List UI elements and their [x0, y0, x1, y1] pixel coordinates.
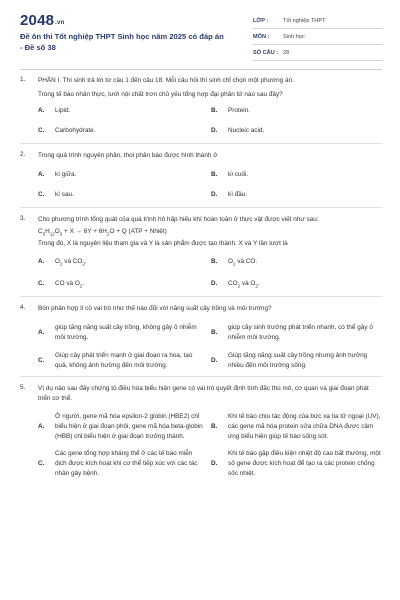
meta-key: MÔN : — [253, 33, 270, 40]
question-text: Cho phương trình tổng quát của quá trình hô hấp hiếu khí hoàn toàn ở thực vật được viết như sau: — [38, 216, 319, 223]
question-list — [0, 76, 400, 479]
meta-value: Tốt nghiệp THPT — [283, 17, 326, 24]
meta-key: LỚP : — [253, 17, 269, 24]
option-d[interactable]: D. kì đầu. — [211, 191, 248, 198]
question-5 — [0, 384, 400, 479]
meta-value: Sinh học — [283, 33, 305, 40]
option-c[interactable]: C. Giúp cây phát triển mạnh ở giai đoạn ra hoa, tạo quả, không ảnh hưởng đến môi trường. — [38, 351, 193, 369]
option-grid — [38, 412, 382, 479]
question-divider — [20, 296, 382, 297]
option-d[interactable]: D. $CO_2$ và $O_2$. — [211, 279, 260, 288]
question-stem: Trong tế bào nhân thực, lưới nội chất trơn chủ yếu tổng hợp đại phân tử nào sau đây? — [38, 91, 283, 98]
option-a[interactable]: A. kì giữa. — [38, 171, 77, 178]
option-d[interactable]: D. Nucleic acid. — [211, 127, 265, 134]
meta-key: SỐ CÂU : — [253, 49, 279, 56]
option-b[interactable]: B. kì cuối. — [211, 171, 249, 178]
option-grid — [38, 170, 382, 202]
option-d[interactable]: D. Khi tế bào gặp điều kiện nhiệt độ cao bất thường, một số gene được kích hoạt để tạo ra các protein chống sốc nhiệt. — [211, 449, 381, 477]
header-divider — [20, 69, 382, 70]
page-header — [0, 0, 400, 65]
question-number: 1. — [20, 76, 26, 83]
meta-row-grade — [253, 13, 383, 29]
question-1 — [0, 76, 400, 138]
question-text: Bón phân hợp lí có vai trò như thế nào đối với năng suất cây trồng và môi trường? — [38, 304, 272, 312]
option-c[interactable]: C. CO và $O_2$. — [38, 279, 85, 288]
meta-row-subject — [253, 29, 383, 45]
meta-value: 28 — [283, 49, 290, 56]
option-b[interactable]: B. giúp cây sinh trưởng phát triển nhanh, có thể gây ô nhiễm môi trường. — [211, 323, 373, 341]
question-stem: Trong đó, X là nguyên liệu tham gia và Y là sản phẩm được tạo thành. X và Y lần lượt là — [38, 240, 288, 248]
question-number: 3. — [20, 215, 26, 222]
option-b[interactable]: B. Khi tế bào chịu tác động của bức xạ tia tử ngoại (UV), các gene mã hóa protein sửa chữa DNA được cảm ứng biểu hiện giúp tế bào sống sót. — [211, 412, 381, 440]
option-a[interactable]: A. $O_2$ và $CO_2$. — [38, 258, 87, 267]
option-grid — [38, 323, 382, 371]
exam-meta-table — [253, 13, 383, 61]
option-b[interactable]: B. Protein. — [211, 107, 251, 114]
option-grid — [38, 106, 382, 138]
question-4 — [0, 304, 400, 371]
option-b[interactable]: B. $O_2$ và CO. — [211, 258, 258, 267]
option-a[interactable]: A. giúp tăng năng suất cây trồng, không gây ô nhiễm môi trường. — [38, 323, 197, 341]
option-a[interactable]: A. Ở người, gene mã hóa epsilon-2 globin (HBE2) chỉ biểu hiện ở giai đoạn phôi, gene mã hóa beta-globin (HBB) chỉ biểu hiện ở giai đoạn trưởng thành. — [38, 412, 203, 440]
option-a[interactable]: A. Lipid. — [38, 107, 71, 114]
question-text: PHẦN I. Thí sinh trả lời từ câu 1 đến câu 18. Mỗi câu hỏi thí sinh chỉ chọn một phương án. — [38, 77, 294, 84]
question-divider — [20, 207, 382, 208]
question-text: Ví dụ nào sau đây chứng tỏ điều hòa biểu hiện gene có vai trò quyết định tính đặc thù mô, cơ quan và giai đoạn phát triển cơ thể. — [38, 384, 369, 402]
question-3 — [0, 215, 400, 291]
question-divider — [20, 143, 382, 144]
option-c[interactable]: C. Carbohydrate. — [38, 127, 96, 134]
site-logo[interactable]: 2048.vn — [20, 12, 65, 29]
option-c[interactable]: C. Các gene tổng hợp kháng thể ở các tế bào miễn dịch được kích hoạt khi cơ thể tiếp xúc với các tác nhân gây bệnh. — [38, 449, 198, 477]
question-number: 2. — [20, 151, 26, 158]
question-text: Trong quá trình nguyên phân, thoi phân bào được hình thành ở — [38, 152, 218, 159]
option-c[interactable]: C. kì sau. — [38, 191, 74, 198]
question-number: 5. — [20, 383, 26, 391]
question-divider — [20, 376, 382, 377]
option-d[interactable]: D. Giúp tăng năng suất cây trồng nhưng ảnh hưởng nhiều đến môi trường sống. — [211, 351, 368, 369]
question-2 — [0, 151, 400, 202]
question-number: 4. — [20, 303, 26, 311]
meta-row-count — [253, 45, 383, 61]
option-grid — [38, 257, 382, 291]
respiration-equation: $C_6H_{12}O_6 + X \to 6Y + 6H_2O + Q$ (ATP + Nhiệt) — [38, 228, 167, 237]
page-title: Đề ôn thi Tốt nghiệp THPT Sinh học năm 2025 có đáp án - Đề số 38 — [20, 32, 224, 52]
